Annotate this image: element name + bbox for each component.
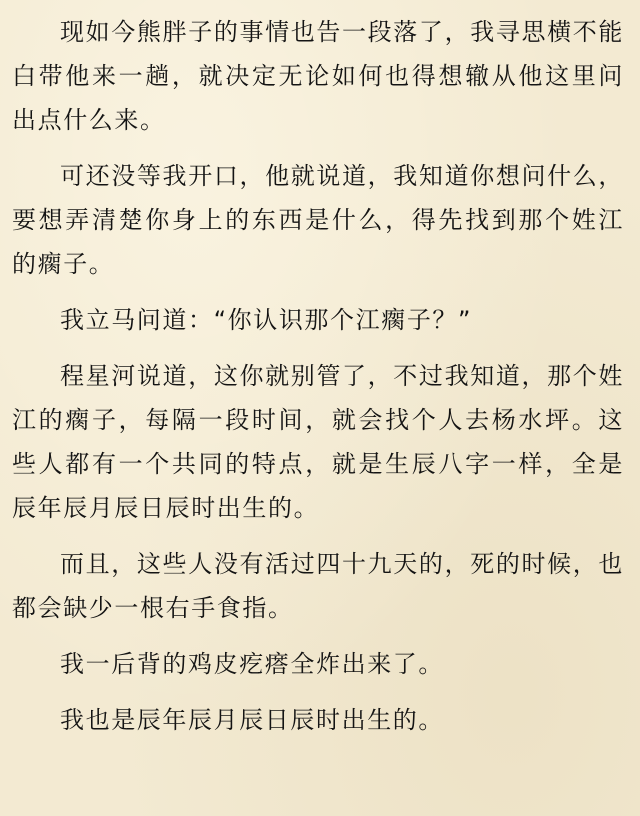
paragraph: 现如今熊胖子的事情也告一段落了，我寻思横不能白带他来一趟，就决定无论如何也得想辙从他这里问出点什么来。	[12, 18, 624, 134]
paragraph: 我也是辰年辰月辰日辰时出生的。	[60, 706, 444, 734]
paragraph: 可还没等我开口，他就说道，我知道你想问什么，要想弄清楚你身上的东西是什么，得先找到那个姓江的瘸子。	[12, 162, 624, 278]
paragraph: 我立马问道：“你认识那个江瘸子？”	[60, 306, 473, 334]
paragraph: 我一后背的鸡皮疙瘩全炸出来了。	[60, 650, 444, 678]
paragraph: 程星河说道，这你就别管了，不过我知道，那个姓江的瘸子，每隔一段时间，就会找个人去杨水坪。这些人都有一个共同的特点，就是生辰八字一样，全是辰年辰月辰日辰时出生的。	[12, 362, 624, 522]
paragraph: 而且，这些人没有活过四十九天的，死的时候，也都会缺少一根右手食指。	[12, 550, 624, 622]
